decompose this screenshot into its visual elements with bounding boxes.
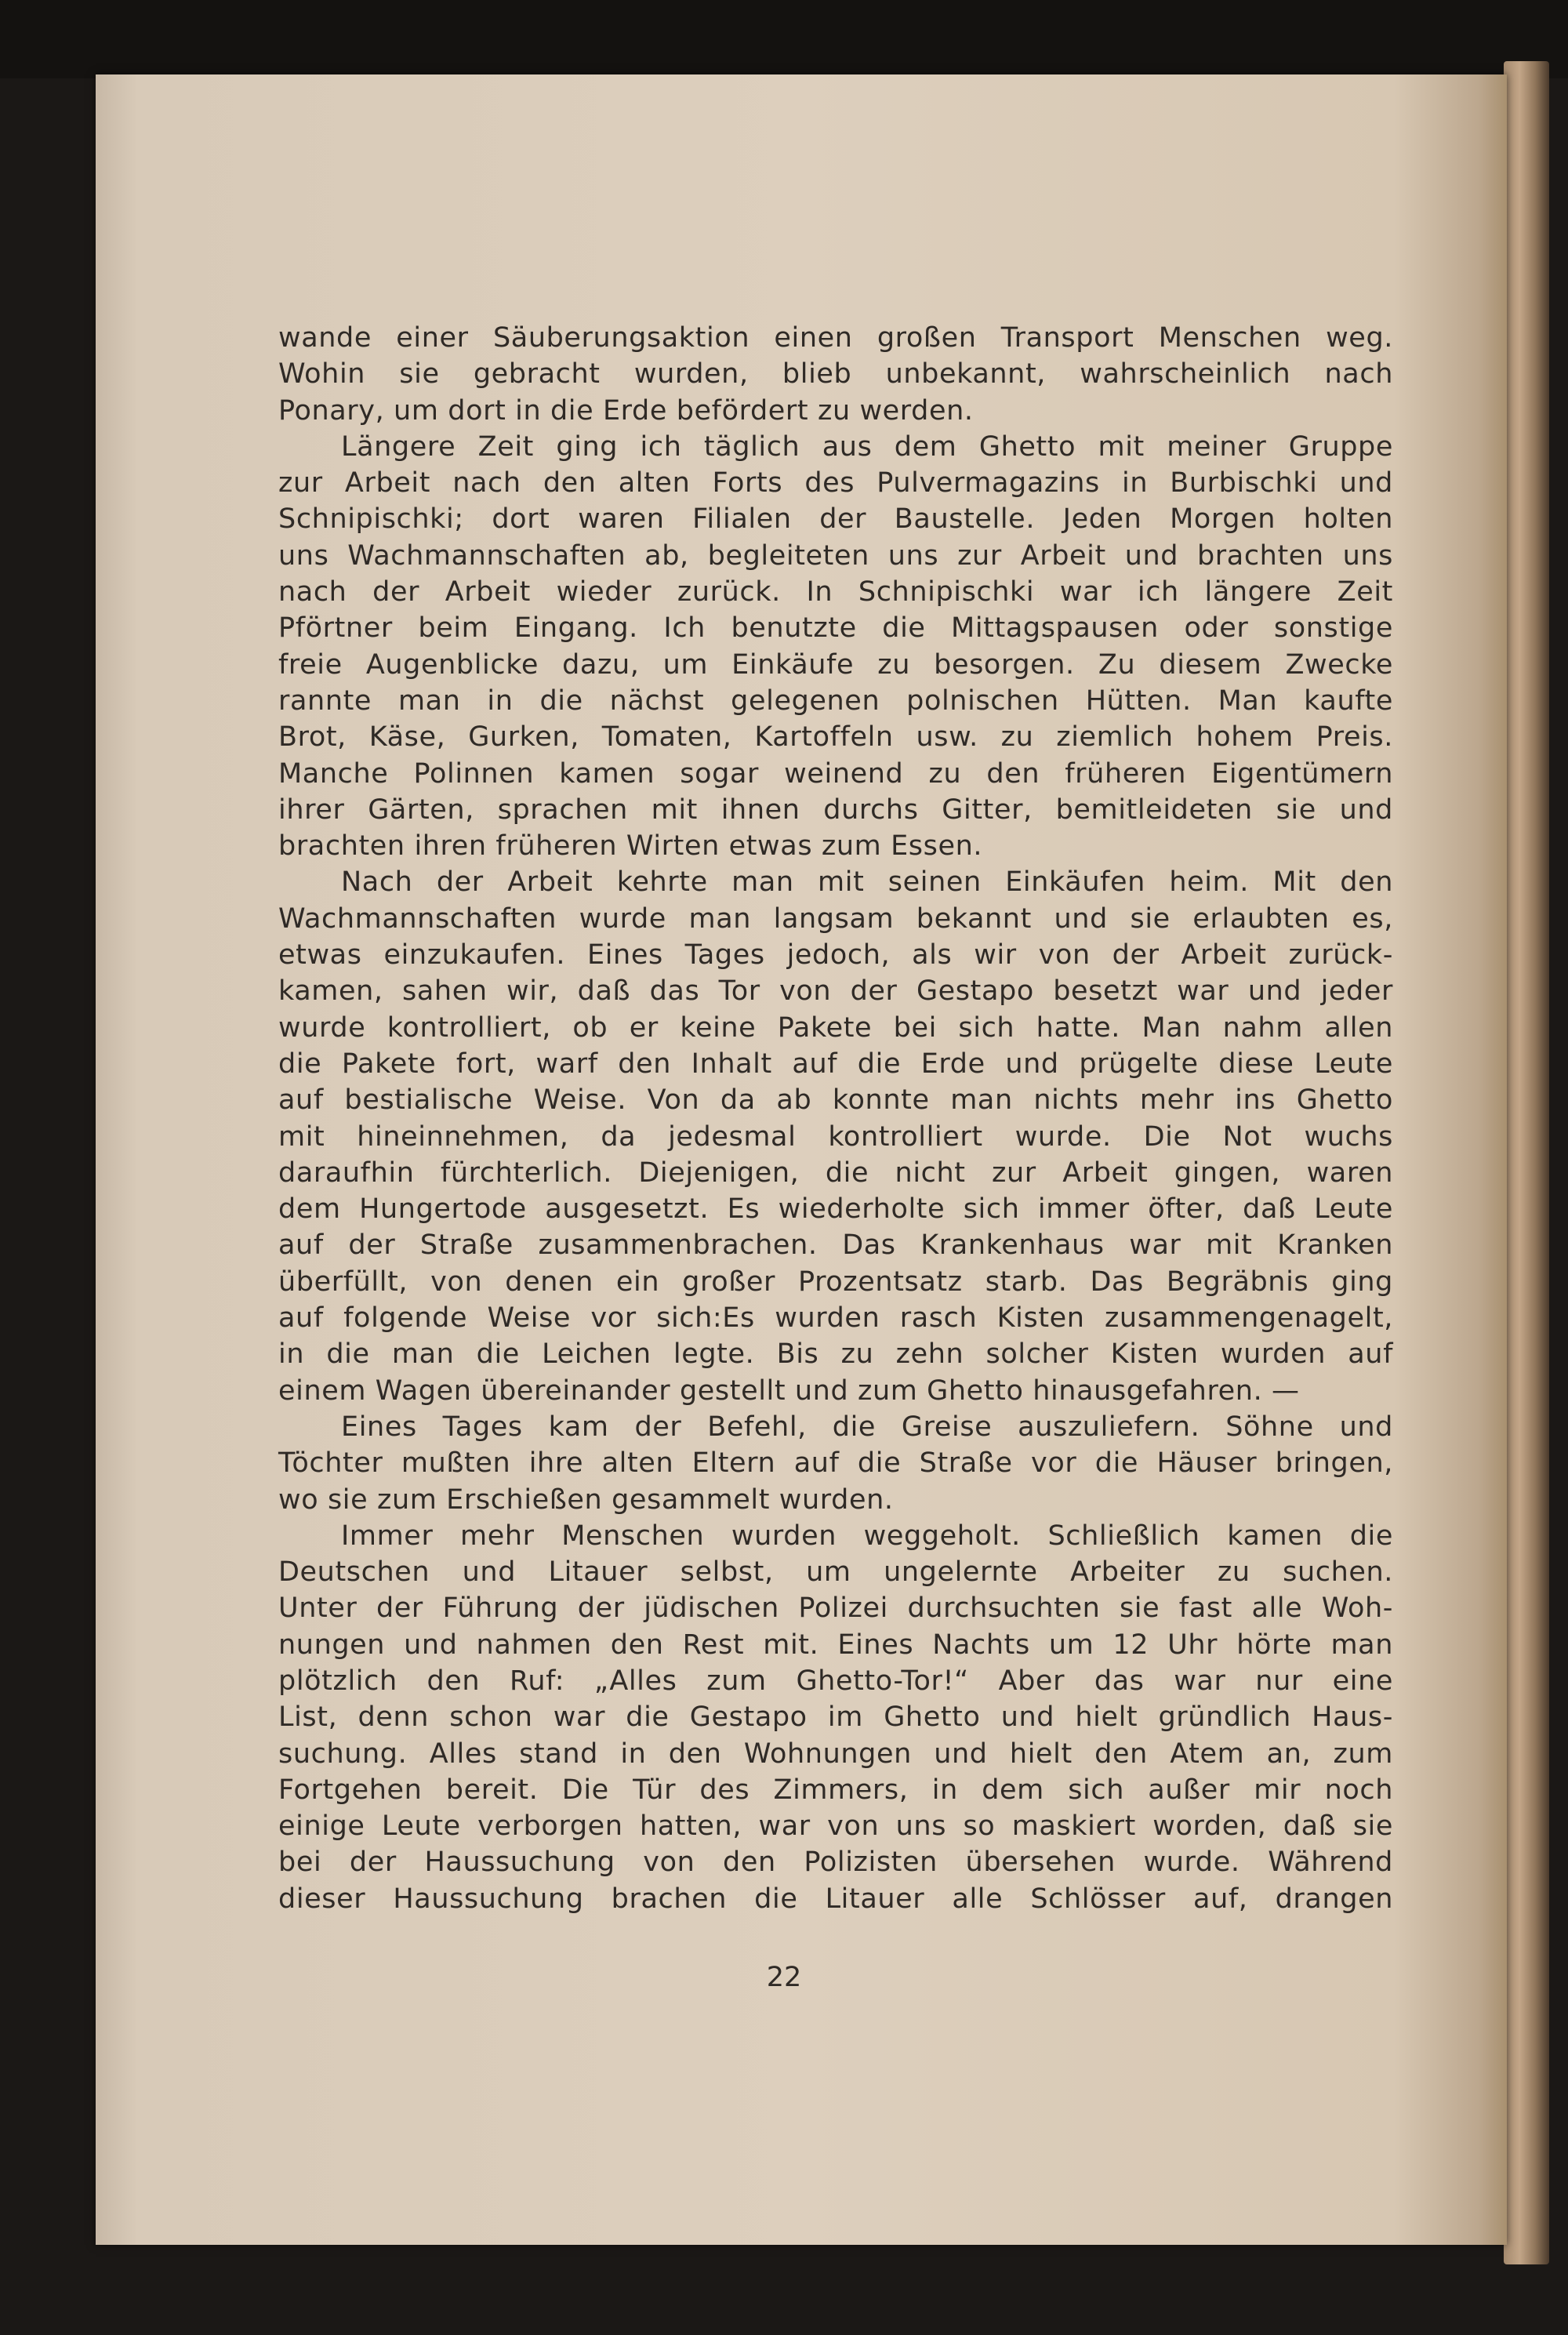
text-line: wande einer Säuberungsaktion einen großen Transport Menschen weg.: [278, 322, 1393, 354]
text-line: Immer mehr Menschen wurden weggeholt. Schließlich kamen die: [341, 1520, 1393, 1552]
text-line: Fortgehen bereit. Die Tür des Zimmers, in dem sich außer mir noch: [278, 1774, 1393, 1806]
paragraph: [278, 1409, 1393, 1518]
text-line: freie Augenblicke dazu, um Einkäufe zu besorgen. Zu diesem Zwecke: [278, 648, 1393, 681]
text-line: Pförtner beim Eingang. Ich benutzte die Mittagspausen oder sonstige: [278, 612, 1393, 645]
paragraph: [278, 320, 1393, 429]
text-line: kamen, sahen wir, daß das Tor von der Gestapo besetzt war und jeder: [278, 975, 1393, 1008]
paragraph: [278, 1518, 1393, 1917]
text-line: Schnipischki; dort waren Filialen der Baustelle. Jeden Morgen holten: [278, 503, 1393, 536]
paragraph: [278, 429, 1393, 865]
text-line: suchung. Alles stand in den Wohnungen und hielt den Atem an, zum: [278, 1738, 1393, 1770]
text-line: einem Wagen übereinander gestellt und zum Ghetto hinausgefahren. —: [278, 1374, 1300, 1407]
text-line: rannte man in die nächst gelegenen polnischen Hütten. Man kaufte: [278, 685, 1393, 717]
text-line: uns Wachmannschaften ab, begleiteten uns zur Arbeit und brachten uns: [278, 539, 1393, 572]
text-line: Längere Zeit ging ich täglich aus dem Ghetto mit meiner Gruppe: [341, 430, 1393, 463]
text-line: auf der Straße zusammenbrachen. Das Krankenhaus war mit Kranken: [278, 1229, 1393, 1262]
text-line: Deutschen und Litauer selbst, um ungelernte Arbeiter zu suchen.: [278, 1556, 1393, 1589]
text-line: zur Arbeit nach den alten Forts des Pulvermagazins in Burbischki und: [278, 467, 1393, 499]
text-line: mit hineinnehmen, da jedesmal kontrolliert wurde. Die Not wuchs: [278, 1120, 1393, 1153]
text-line: daraufhin fürchterlich. Diejenigen, die nicht zur Arbeit gingen, waren: [278, 1157, 1393, 1189]
text-line: auf bestialische Weise. Von da ab konnte man nichts mehr ins Ghetto: [278, 1084, 1393, 1117]
dark-background: [0, 0, 1568, 78]
text-line: einige Leute verborgen hatten, war von uns so maskiert worden, daß sie: [278, 1810, 1393, 1843]
text-line: wurde kontrolliert, ob er keine Pakete bei sich hatte. Man nahm allen: [278, 1011, 1393, 1044]
text-line: nungen und nahmen den Rest mit. Eines Nachts um 12 Uhr hörte man: [278, 1629, 1393, 1661]
text-line: in die man die Leichen legte. Bis zu zehn solcher Kisten wurden auf: [278, 1338, 1393, 1371]
text-line: Ponary, um dort in die Erde befördert zu werden.: [278, 394, 974, 427]
text-line: Manche Polinnen kamen sogar weinend zu den früheren Eigentümern: [278, 757, 1393, 790]
page-number: 22: [766, 1962, 802, 1993]
text-line: die Pakete fort, warf den Inhalt auf die Erde und prügelte diese Leute: [278, 1048, 1393, 1080]
text-line: auf folgende Weise vor sich:Es wurden rasch Kisten zusammengenagelt,: [278, 1302, 1393, 1335]
body-text: [278, 320, 1393, 1917]
text-line: überfüllt, von denen ein großer Prozentsatz starb. Das Begräbnis ging: [278, 1266, 1393, 1298]
paragraph: [278, 864, 1393, 1408]
text-line: Wachmannschaften wurde man langsam bekannt und sie erlaubten es,: [278, 902, 1393, 935]
text-line: Eines Tages kam der Befehl, die Greise auszuliefern. Söhne und: [341, 1411, 1393, 1443]
text-line: brachten ihren früheren Wirten etwas zum Essen.: [278, 830, 983, 862]
page-stack-edge: [1504, 61, 1549, 2264]
text-line: etwas einzukaufen. Eines Tages jedoch, als wir von der Arbeit zurück-: [278, 939, 1393, 971]
text-line: wo sie zum Erschießen gesammelt wurden.: [278, 1483, 894, 1516]
text-line: ihrer Gärten, sprachen mit ihnen durchs Gitter, bemitleideten sie und: [278, 793, 1393, 826]
text-line: List, denn schon war die Gestapo im Ghetto und hielt gründlich Haus-: [278, 1701, 1393, 1734]
text-line: Töchter mußten ihre alten Eltern auf die Straße vor die Häuser bringen,: [278, 1447, 1393, 1480]
text-line: Brot, Käse, Gurken, Tomaten, Kartoffeln usw. zu ziemlich hohem Preis.: [278, 721, 1393, 754]
text-line: dem Hungertode ausgesetzt. Es wiederholte sich immer öfter, daß Leute: [278, 1193, 1393, 1226]
text-line: bei der Haussuchung von den Polizisten übersehen wurde. Während: [278, 1847, 1393, 1879]
text-line: Unter der Führung der jüdischen Polizei durchsuchten sie fast alle Woh-: [278, 1592, 1393, 1625]
text-line: Wohin sie gebracht wurden, blieb unbekannt, wahrscheinlich nach: [278, 358, 1393, 390]
text-line: dieser Haussuchung brachen die Litauer alle Schlösser auf, drangen: [278, 1883, 1393, 1915]
text-line: nach der Arbeit wieder zurück. In Schnipischki war ich längere Zeit: [278, 576, 1393, 608]
text-line: Nach der Arbeit kehrte man mit seinen Einkäufen heim. Mit den: [341, 866, 1393, 899]
text-line: plötzlich den Ruf: „Alles zum Ghetto-Tor!“ Aber das war nur eine: [278, 1665, 1393, 1697]
